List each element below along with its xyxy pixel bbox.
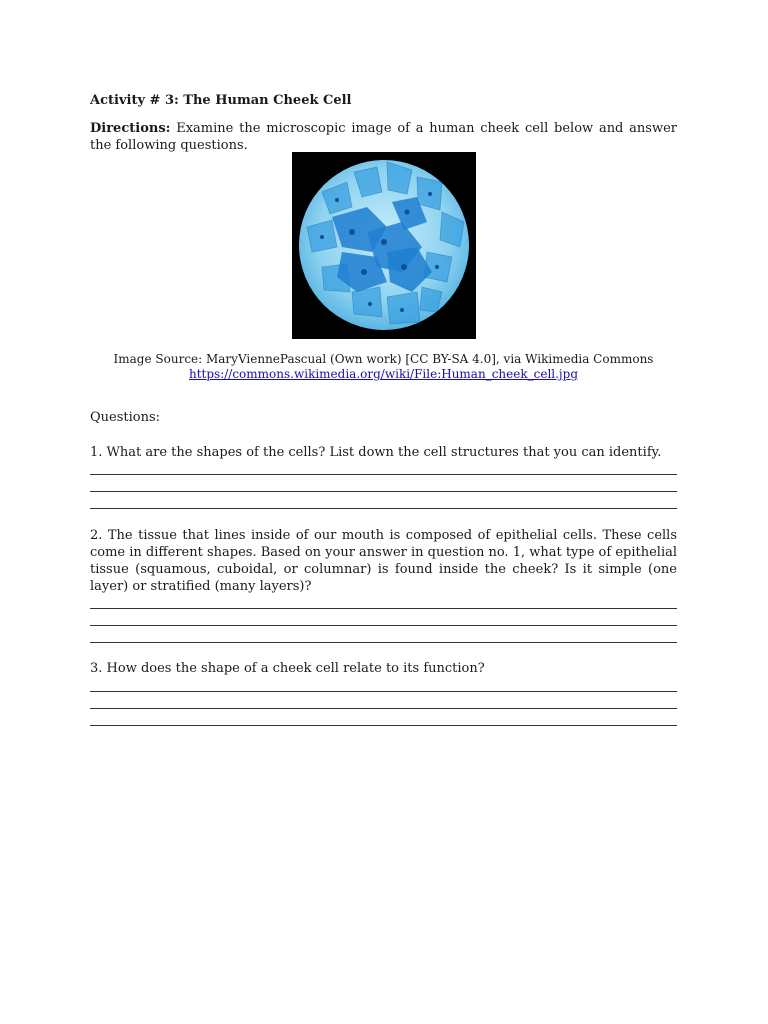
microscope-cheek-cell-image <box>292 152 476 339</box>
directions-paragraph <box>90 120 677 154</box>
image-source-citation <box>90 352 677 382</box>
question-3: 3. How does the shape of a cheek cell relate to its function? <box>90 661 485 676</box>
question-1: 1. What are the shapes of the cells? List down the cell structures that you can identify. <box>90 445 662 460</box>
answer-line[interactable] <box>90 491 677 492</box>
answer-line[interactable] <box>90 725 677 726</box>
answer-line[interactable] <box>90 708 677 709</box>
questions-heading: Questions: <box>90 410 161 425</box>
answer-line[interactable] <box>90 608 677 609</box>
image-source-text: Image Source: MaryViennePascual (Own work) [CC BY-SA 4.0], via Wikimedia Commons <box>113 352 654 366</box>
answer-line[interactable] <box>90 691 677 692</box>
image-source-link[interactable]: https://commons.wikimedia.org/wiki/File:Human_cheek_cell.jpg <box>188 367 579 381</box>
cheek-cell-microscope-image <box>292 152 476 339</box>
activity-title: Activity # 3: The Human Cheek Cell <box>90 93 352 108</box>
question-2: 2. The tissue that lines inside of our mouth is composed of epithelial cells. These cells come in different shapes. Based on your answer in question no. 1, what type of epithelial tissue (squamous, cuboidal, or columnar) is found inside the cheek? Is it simple (one layer) or stratified (many layers)? <box>90 528 678 594</box>
answer-line[interactable] <box>90 625 677 626</box>
answer-line[interactable] <box>90 642 677 643</box>
directions-label: Directions: <box>90 121 171 136</box>
answer-line[interactable] <box>90 508 677 509</box>
directions-text: Examine the microscopic image of a human cheek cell below and answer the following questions. <box>90 121 677 153</box>
answer-line[interactable] <box>90 474 677 475</box>
